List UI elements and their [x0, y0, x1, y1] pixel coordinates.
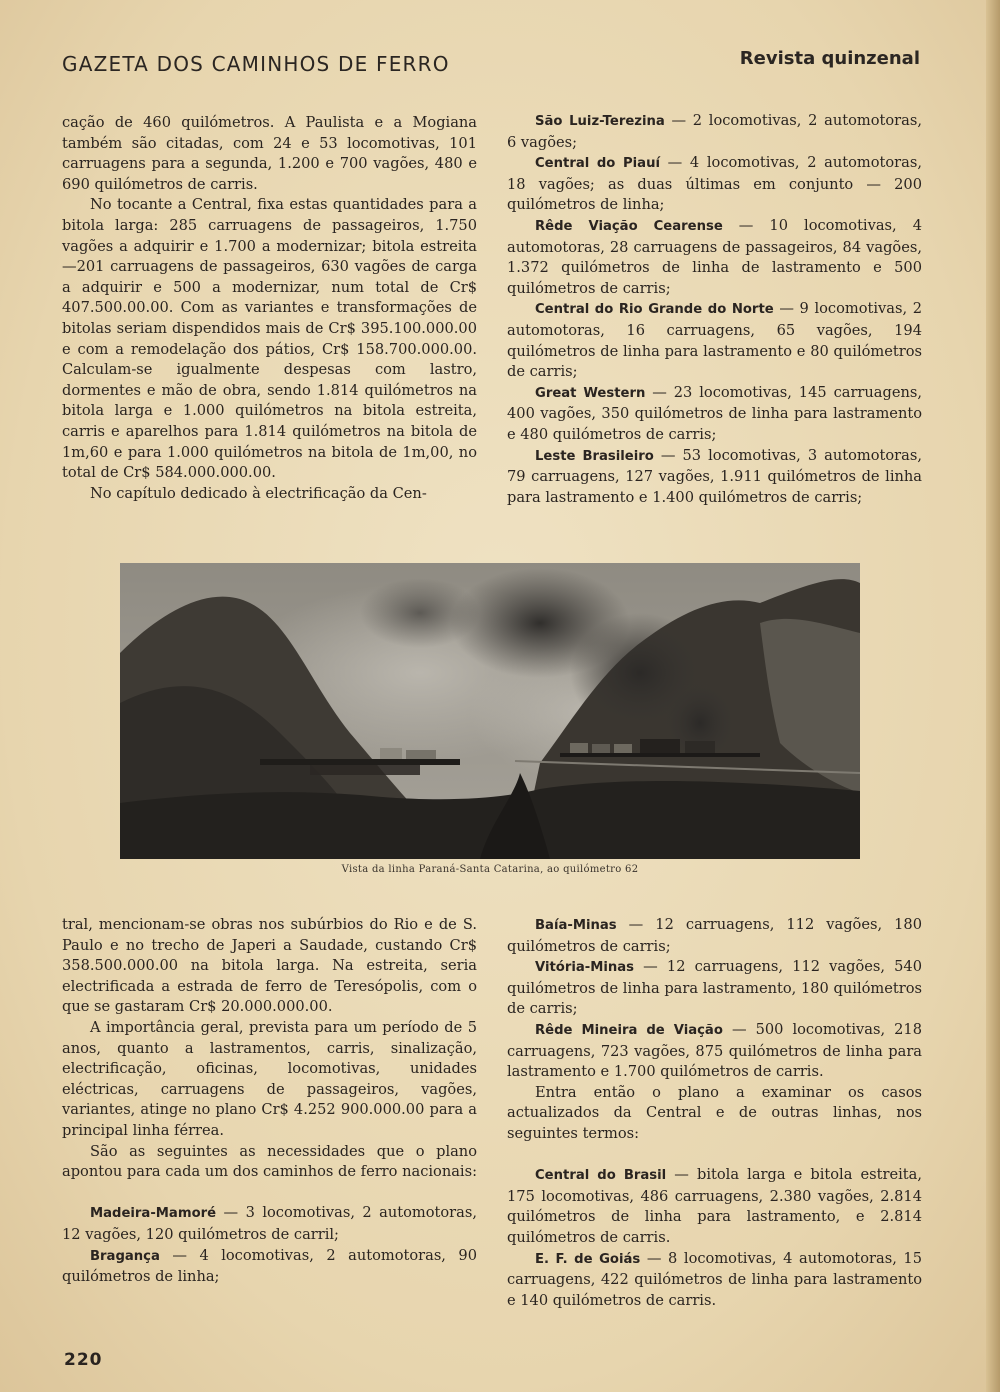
railway-name: E. F. de Goiás [535, 1251, 641, 1267]
railway-details: — bitola larga e bitola estreita, 175 locomotivas, 486 carruagens, 2.380 vagões, 2.814 quilómetros de linha para lastramento, e 2.814 quilómetros de carris. [507, 1166, 922, 1246]
railway-details: — 500 locomotivas, 218 carruagens, 723 vagões, 875 quilómetros de linha para lastramento e 1.700 quilómetros de carris. [507, 1020, 922, 1081]
railway-entry [507, 1249, 922, 1312]
railway-name: Central do Brasil [535, 1168, 667, 1184]
photo-illustration [120, 563, 860, 859]
railway-details: — 53 locomotivas, 3 automotoras, 79 carruagens, 127 vagões, 1.911 quilómetros de linha para lastramento e 1.400 quilómetros de carris; [507, 446, 922, 506]
page-edge [986, 0, 1000, 1392]
railway-name: Vitória-Minas [535, 960, 635, 976]
railway-details: — 10 locomotivas, 4 automotoras, 28 carruagens de passageiros, 84 vagões, 1.372 quilómetros de linha de lastramento e 500 quilómetros de carris; [507, 216, 922, 297]
railway-entry [507, 299, 922, 382]
page-number: 220 [64, 1350, 103, 1370]
railway-name: São Luiz-Terezina [535, 114, 665, 129]
paragraph: No capítulo dedicado à electrificação da Cen- [90, 484, 427, 502]
paragraph: tral, mencionam-se obras nos subúrbios do Rio e de S. Paulo e no trecho de Japeri a Saudade, custando Cr$ 358.500.000.00 na bitola larga. Na estreita, seria electrificada a estrada de ferro de Teresópolis, com o que se gastaram Cr$ 20.000.000.00. [62, 916, 477, 1016]
railway-details: — 12 carruagens, 112 vagões, 180 quilómetros de carris; [507, 916, 922, 955]
railway-entry [507, 1165, 922, 1248]
railway-entry [62, 1246, 477, 1288]
railway-entry [507, 153, 922, 216]
railway-details: — 23 locomotivas, 145 carruagens, 400 vagões, 350 quilómetros de linha para lastramento e 480 quilómetros de carris; [507, 383, 923, 443]
railway-details: — 2 locomotivas, 2 automotoras, 6 vagões; [507, 112, 922, 151]
railway-entry [507, 216, 922, 299]
railway-entry [507, 915, 922, 957]
photo-caption: Vista da linha Paraná-Santa Catarina, ao quilómetro 62 [341, 864, 639, 875]
railway-photograph [120, 563, 860, 859]
railway-name: Rêde Mineira de Viação [535, 1022, 723, 1038]
railway-name: Leste Brasileiro [535, 448, 654, 464]
railway-name: Great Western [535, 385, 646, 401]
railway-details: — 12 carruagens, 112 vagões, 540 quilómetros de linha para lastramento, 180 quilómetros de carris; [507, 958, 922, 1018]
railway-entry [507, 957, 922, 1020]
paragraph: São as seguintes as necessidades que o plano apontou para cada um dos caminhos de ferro nacionais: [62, 1142, 477, 1181]
paragraph: cação de 460 quilómetros. A Paulista e a Mogiana também são citadas, com 24 e 53 locomotivas, 101 carruagens para a segunda, 1.200 e 700 vagões, 480 e 690 quilómetros de carris. [62, 114, 477, 193]
column-bottom-left [62, 915, 477, 1288]
railway-name: Central do Rio Grande do Norte [535, 302, 774, 318]
paragraph: A importância geral, prevista para um período de 5 anos, quanto a lastramentos, carris, sinalização, electrificação, oficinas, locomotivas, unidades eléctricas, carruagens de passageiros, vagões, variantes, atinge no plano Cr$ 4.252 900.000.00 para a principal linha férrea. [62, 1018, 477, 1139]
railway-name: Bragança [90, 1248, 160, 1264]
railway-details: — 9 locomotivas, 2 automotoras, 16 carruagens, 65 vagões, 194 quilómetros de linha para lastramento e 80 quilómetros de carris; [507, 300, 922, 381]
railway-details: — 8 locomotivas, 4 automotoras, 15 carruagens, 422 quilómetros de linha para lastramento e 140 quilómetros de carris. [507, 1249, 922, 1309]
railway-details: — 4 locomotivas, 2 automotoras, 18 vagões; as duas últimas em conjunto — 200 quilómetros de linha; [507, 154, 922, 214]
railway-entry [62, 1203, 477, 1245]
paragraph: No tocante a Central, fixa estas quantidades para a bitola larga: 285 carruagens de passageiros, 1.750 vagões a adquirir e 1.700 a modernizar; bitola estreita—201 carruagens de passageiros, 630 vagões de carga a adquirir e 500 a modernizar, num total de Cr$ 407.500.00.00. Com as variantes e transformações de bitolas seriam dispendidos mais de Cr$ 395.100.000.00 e com a remodelação dos pátios, Cr$ 158.700.000.00. Calculam-se igualmente despesas com lastro, dormentes e mão de obra, sendo 1.814 quilómetros na bitola larga e 1.000 quilómetros na bitola estreita, carris e aparelhos para 1.814 quilómetros na bitola de 1m,60 e para 1.000 quilómetros na bitola de 1m,00, no total de Cr$ 584.000.000.00. [62, 196, 477, 482]
column-bottom-right [507, 915, 922, 1311]
railway-name: Central do Piauí [535, 156, 660, 172]
railway-entry [507, 446, 922, 509]
column-top-right [507, 111, 922, 508]
journal-title: GAZETA DOS CAMINHOS DE FERRO [62, 52, 450, 76]
railway-details: — 3 locomotivas, 2 automotoras, 12 vagões, 120 quilómetros de carril; [62, 1204, 477, 1243]
railway-details: — 4 locomotivas, 2 automotoras, 90 quilómetros de linha; [62, 1246, 477, 1286]
spacer [62, 1183, 477, 1204]
paragraph: Entra então o plano a examinar os casos actualizados da Central e de outras linhas, nos seguintes termos: [507, 1083, 922, 1142]
railway-name: Madeira-Mamoré [90, 1206, 217, 1222]
railway-entry [507, 383, 922, 446]
journal-subtitle: Revista quinzenal [739, 48, 920, 69]
column-top-left [62, 113, 477, 504]
railway-entry [507, 1020, 922, 1083]
railway-name: Baía-Minas [535, 918, 617, 933]
railway-entry [507, 111, 922, 153]
railway-name: Rêde Viação Cearense [535, 218, 723, 234]
spacer [507, 1145, 922, 1166]
